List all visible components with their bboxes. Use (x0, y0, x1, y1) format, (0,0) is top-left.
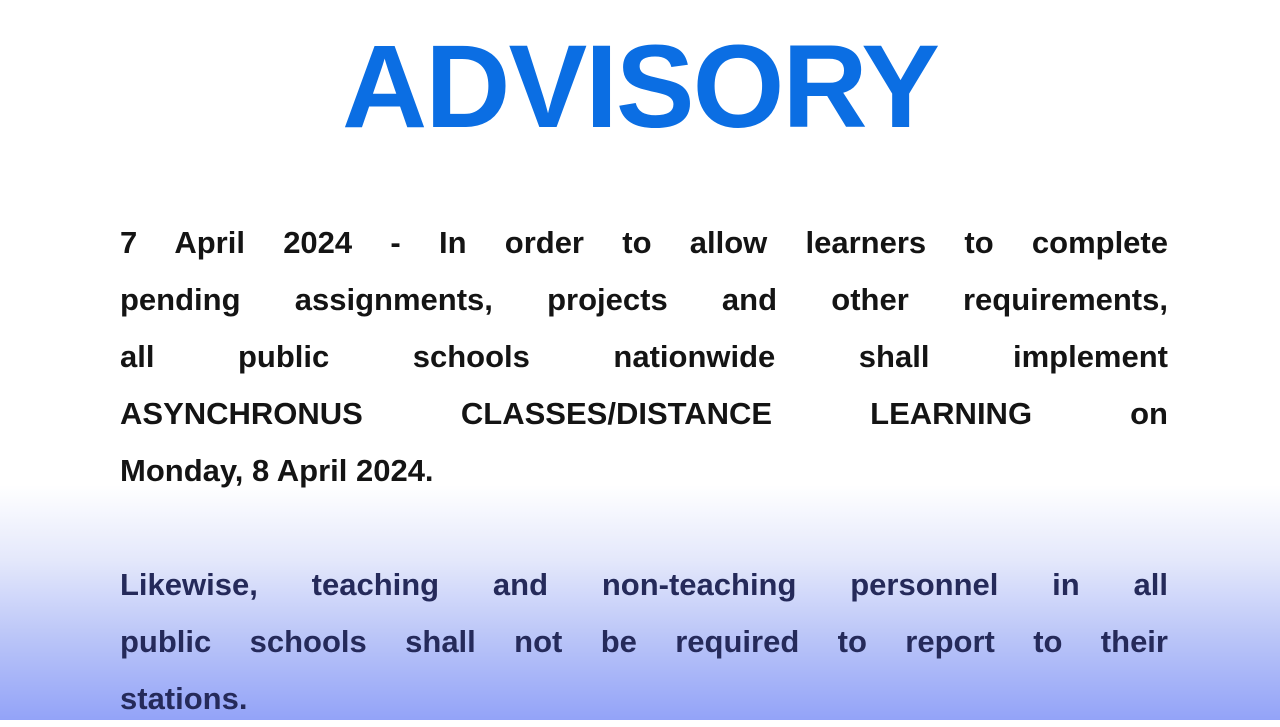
text-line: Monday, 8 April 2024. (120, 453, 434, 488)
text-line: all public schools nationwide shall implement (120, 339, 1168, 374)
advisory-paragraph-2 (120, 556, 1168, 727)
text-line: Likewise, teaching and non-teaching personnel in all (120, 567, 1168, 602)
text-line: pending assignments, projects and other requirements, (120, 282, 1168, 317)
text-line: 7 April 2024 - In order to allow learners to complete (120, 225, 1168, 260)
text-line: public schools shall not be required to report to their (120, 624, 1168, 659)
text-line: stations. (120, 681, 248, 716)
text-line: ASYNCHRONUS CLASSES/DISTANCE LEARNING on (120, 396, 1168, 431)
advisory-paragraph-1 (120, 214, 1168, 499)
advisory-title: ADVISORY (342, 21, 938, 153)
